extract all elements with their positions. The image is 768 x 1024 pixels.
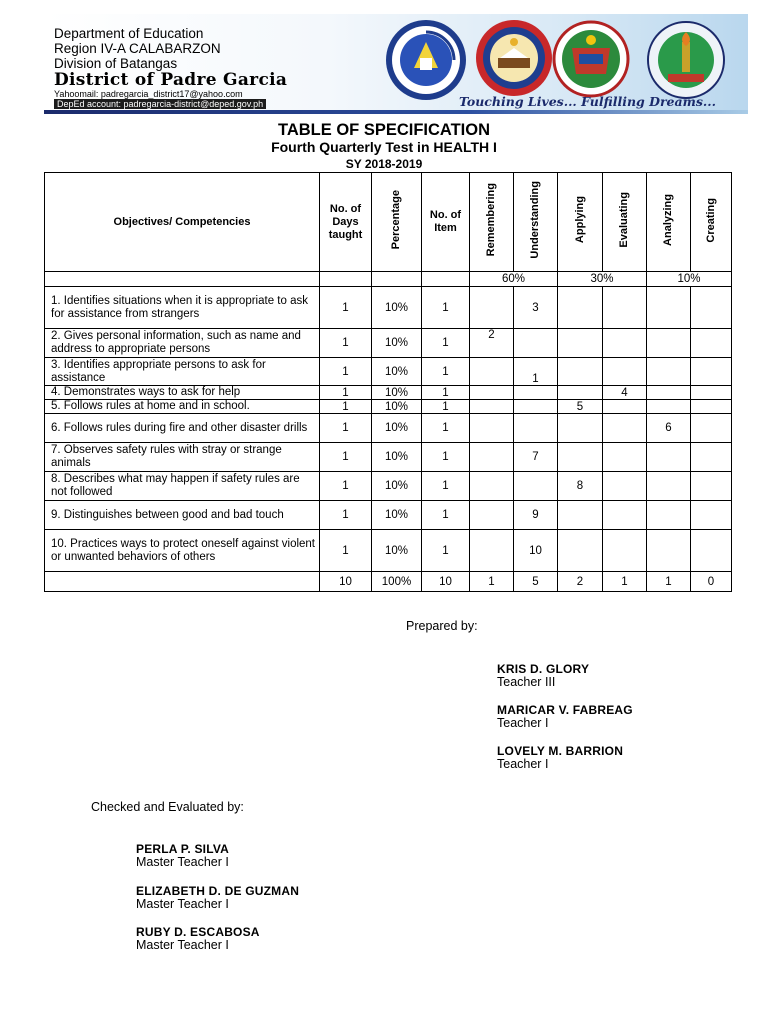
applying-cell: 8 [558,472,603,501]
analyzing-cell [647,501,691,530]
objective-cell: 2. Gives personal information, such as name and address to appropriate persons [45,329,320,358]
analyzing-cell [647,400,691,414]
understanding-cell: 10 [514,530,558,572]
evaluating-cell [603,329,647,358]
items-cell: 1 [422,358,470,386]
analyzing-cell: 6 [647,414,691,443]
preparer-name: MARICAR V. FABREAG [497,703,633,717]
banner-slogan: Touching Lives... Fulfilling Dreams... [459,94,716,109]
analyzing-cell [647,287,691,329]
creating-cell [691,329,732,358]
header-remembering-label: Remembering [485,183,497,257]
understanding-cell [514,472,558,501]
understanding-cell: 3 [514,287,558,329]
evaluator-position: Master Teacher I [136,897,229,911]
letterhead-banner [44,14,748,114]
totals-row [45,572,732,592]
weight-row [45,272,732,287]
understanding-cell [514,400,558,414]
items-cell: 1 [422,386,470,400]
days-cell: 1 [320,472,372,501]
header-percentage-label: Percentage [390,190,402,250]
objective-cell: 7. Observes safety rules with stray or strange animals [45,443,320,472]
percentage-cell: 10% [372,530,422,572]
division-name: Division of Batangas [54,56,178,71]
remembering-cell [470,386,514,400]
header-applying [558,173,603,272]
header-analyzing-label: Analyzing [662,194,674,246]
evaluating-cell [603,400,647,414]
creating-cell [691,414,732,443]
preparer-position: Teacher I [497,716,549,730]
remembering-cell [470,287,514,329]
weight-blank [372,272,422,287]
creating-cell [691,530,732,572]
header-evaluating-label: Evaluating [618,192,630,248]
evaluating-cell: 4 [603,386,647,400]
document-subtitle: Fourth Quarterly Test in HEALTH I [271,139,497,155]
specification-table [44,172,732,592]
header-objectives: Objectives/ Competencies [45,173,320,272]
table-row [45,443,732,472]
evaluator-position: Master Teacher I [136,855,229,869]
total-creating: 0 [691,572,732,592]
table-row [45,400,732,414]
remembering-cell: 2 [470,329,514,358]
total-understanding: 5 [514,572,558,592]
creating-cell [691,386,732,400]
objective-cell: 1. Identifies situations when it is appropriate to ask for assistance from strangers [45,287,320,329]
percentage-cell: 10% [372,472,422,501]
remembering-cell [470,443,514,472]
weight-blank [45,272,320,287]
total-evaluating: 1 [603,572,647,592]
evaluator-name: PERLA P. SILVA [136,842,230,856]
analyzing-cell [647,329,691,358]
items-cell: 1 [422,443,470,472]
analyzing-cell [647,472,691,501]
table-row [45,472,732,501]
total-analyzing: 1 [647,572,691,592]
objective-cell: 3. Identifies appropriate persons to ask for assistance [45,358,320,386]
table-row [45,329,732,358]
applying-cell [558,501,603,530]
remembering-cell [470,358,514,386]
header-items: No. of Item [422,173,470,272]
creating-cell [691,443,732,472]
objective-cell: 5. Follows rules at home and in school. [45,400,320,414]
evaluator-name: RUBY D. ESCABOSA [136,925,260,939]
total-days: 10 [320,572,372,592]
understanding-cell: 9 [514,501,558,530]
header-remembering [470,173,514,272]
remembering-cell [470,414,514,443]
yahoo-email: Yahoomail: padregarcia_district17@yahoo.com [54,89,243,99]
header-creating [691,173,732,272]
applying-cell [558,329,603,358]
header-percentage [372,173,422,272]
school-year: SY 2018-2019 [345,157,423,171]
understanding-cell: 1 [514,358,558,386]
analyzing-cell [647,358,691,386]
days-cell: 1 [320,501,372,530]
header-understanding [514,173,558,272]
header-analyzing [647,173,691,272]
applying-cell [558,414,603,443]
creating-cell [691,400,732,414]
total-items: 10 [422,572,470,592]
header-days-taught: No. of Days taught [320,173,372,272]
applying-cell [558,443,603,472]
objective-cell: 8. Describes what may happen if safety rules are not followed [45,472,320,501]
table-row [45,414,732,443]
evaluator-position: Master Teacher I [136,938,229,952]
remembering-cell [470,530,514,572]
objective-cell: 6. Follows rules during fire and other disaster drills [45,414,320,443]
analyzing-cell [647,386,691,400]
creating-cell [691,287,732,329]
objective-cell: 4. Demonstrates ways to ask for help [45,386,320,400]
document-title: TABLE OF SPECIFICATION [277,121,491,139]
table-row [45,386,732,400]
analyzing-cell [647,443,691,472]
weight-remember-understand: 60% [470,272,558,287]
checked-by-label: Checked and Evaluated by: [91,800,244,814]
creating-cell [691,501,732,530]
applying-cell [558,386,603,400]
days-cell: 1 [320,329,372,358]
creating-cell [691,472,732,501]
department-name: Department of Education [54,26,204,41]
remembering-cell [470,472,514,501]
table-row [45,530,732,572]
items-cell: 1 [422,287,470,329]
prepared-by-label: Prepared by: [406,619,478,633]
table-row [45,501,732,530]
region-iv-a-seal-icon [474,18,554,98]
days-cell: 1 [320,358,372,386]
header-evaluating [603,173,647,272]
percentage-cell: 10% [372,358,422,386]
preparer-name: KRIS D. GLORY [497,662,590,676]
applying-cell [558,287,603,329]
understanding-cell [514,329,558,358]
days-cell: 1 [320,530,372,572]
padre-garcia-district-seal-icon [636,18,736,102]
totals-blank [45,572,320,592]
days-cell: 1 [320,400,372,414]
percentage-cell: 10% [372,400,422,414]
total-percentage: 100% [372,572,422,592]
remembering-cell [470,501,514,530]
percentage-cell: 10% [372,414,422,443]
analyzing-cell [647,530,691,572]
weight-blank [422,272,470,287]
total-applying: 2 [558,572,603,592]
understanding-cell [514,414,558,443]
days-cell: 1 [320,414,372,443]
applying-cell [558,530,603,572]
header-understanding-label: Understanding [529,181,541,259]
days-cell: 1 [320,287,372,329]
objective-cell: 9. Distinguishes between good and bad touch [45,501,320,530]
evaluator-name: ELIZABETH D. DE GUZMAN [136,884,300,898]
days-cell: 1 [320,386,372,400]
items-cell: 1 [422,501,470,530]
applying-cell [558,358,603,386]
preparer-position: Teacher III [497,675,556,689]
percentage-cell: 10% [372,287,422,329]
weight-blank [320,272,372,287]
evaluating-cell [603,443,647,472]
remembering-cell [470,400,514,414]
objective-cell: 10. Practices ways to protect oneself against violent or unwanted behaviors of others [45,530,320,572]
deped-seal-icon [384,18,468,102]
items-cell: 1 [422,472,470,501]
weight-apply-evaluate: 30% [558,272,647,287]
division-batangas-seal-icon [552,18,630,100]
table-header-row [45,173,732,272]
creating-cell [691,358,732,386]
total-remembering: 1 [470,572,514,592]
preparer-name: LOVELY M. BARRION [497,744,624,758]
table-row [45,358,732,386]
evaluating-cell [603,414,647,443]
weight-analyze-create: 10% [647,272,732,287]
understanding-cell: 7 [514,443,558,472]
deped-email: DepEd account: padregarcia-district@deped.gov.ph [54,99,266,109]
understanding-cell [514,386,558,400]
district-name: District of Padre Garcia [54,70,288,90]
banner-divider [44,110,748,114]
items-cell: 1 [422,329,470,358]
region-name: Region IV-A CALABARZON [54,41,221,56]
percentage-cell: 10% [372,501,422,530]
evaluating-cell [603,472,647,501]
header-applying-label: Applying [573,196,586,244]
evaluating-cell [603,501,647,530]
table-row [45,287,732,329]
percentage-cell: 10% [372,386,422,400]
evaluating-cell [603,287,647,329]
percentage-cell: 10% [372,443,422,472]
percentage-cell: 10% [372,329,422,358]
items-cell: 1 [422,414,470,443]
items-cell: 1 [422,400,470,414]
days-cell: 1 [320,443,372,472]
evaluating-cell [603,530,647,572]
items-cell: 1 [422,530,470,572]
evaluating-cell [603,358,647,386]
header-creating-label: Creating [704,197,717,243]
preparer-position: Teacher I [497,757,549,771]
applying-cell: 5 [558,400,603,414]
